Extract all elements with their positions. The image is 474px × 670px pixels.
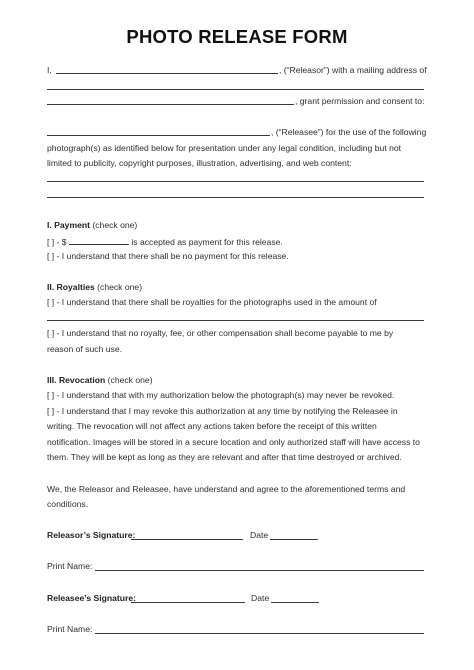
releasor-signature-label [47,530,135,541]
royalties-check-note: (check one) [97,282,143,292]
releasor-signature-label-text: Releasor’s Signature: [47,530,136,540]
revocation-option-2-line-2: writing. The revocation will not affect any actions taken before the receipt of this written [47,421,377,431]
revocation-option-1[interactable]: [ ] - I understand that with my authorization below the photograph(s) may never be revoked. [47,390,395,400]
releasee-signature-label-text: Releasee’s Signature: [47,593,137,603]
agreement-line-1: We, the Releasor and Releasee, have understand and agree to the aforementioned terms and [47,484,406,494]
releasee-date-label: Date [251,593,270,603]
payment-option-1-prefix: [ ] - $ [47,237,67,247]
intro-line-3-suffix: , grant permission and consent to: [295,96,425,106]
revocation-option-2-line-1[interactable]: [ ] - I understand that I may revoke this authorization at any time by notifying the Releasee in [47,406,398,416]
intro-line-4-suffix: , (“Releasee”) for the use of the following [271,127,427,137]
payment-check-note: (check one) [92,220,138,230]
releasor-address-field-2[interactable] [47,104,294,105]
intro-line-1-label: I, [47,65,52,75]
releasor-print-name-field[interactable] [95,570,424,571]
releasee-print-name-label: Print Name: [47,624,93,634]
payment-heading-row [47,220,137,231]
payment-option-1-text: is accepted as payment for this release. [131,237,283,247]
payment-option-2[interactable]: [ ] - I understand that there shall be no payment for this release. [47,251,289,261]
revocation-check-note: (check one) [107,375,153,385]
releasor-date-label: Date [250,530,269,540]
revocation-heading: III. Revocation [47,375,106,385]
photo-description-field-2[interactable] [47,197,424,198]
photo-description-field-1[interactable] [47,181,424,182]
releasor-name-field[interactable] [56,73,278,74]
releasor-print-name-label: Print Name: [47,561,93,571]
intro-line-1-suffix: , (“Releasor”) with a mailing address of [279,65,427,75]
releasee-signature-label [47,593,136,604]
royalties-option-1[interactable]: [ ] - I understand that there shall be royalties for the photographs used in the amount of [47,297,377,307]
royalties-option-2-line-2: reason of such use. [47,344,123,354]
page-title: PHOTO RELEASE FORM [126,26,348,47]
royalties-heading: II. Royalties [47,282,95,292]
royalties-option-2-line-1[interactable]: [ ] - I understand that no royalty, fee, or other compensation shall become payable to me by [47,328,394,338]
releasor-address-field-1[interactable] [47,89,424,90]
agreement-line-2: conditions. [47,499,89,509]
revocation-option-2-line-3: notification. Images will be stored in a secure location and only authorized staff will have access to [47,437,420,447]
intro-line-5: photograph(s) as identified below for presentation under any legal condition, including but not [47,143,402,153]
releasor-signature-field[interactable] [131,539,243,540]
releasee-print-name-field[interactable] [95,633,424,634]
revocation-heading-row [47,375,153,386]
releasee-date-field[interactable] [271,602,319,603]
royalties-heading-row [47,282,142,293]
royalties-amount-field[interactable] [47,320,424,321]
releasee-signature-field[interactable] [131,602,245,603]
payment-heading: I. Payment [47,220,90,230]
intro-line-6: limited to publicity, copyright purposes, illustration, advertising, and web content: [47,158,352,168]
releasor-date-field[interactable] [270,539,318,540]
payment-option-1[interactable] [47,236,283,248]
releasee-name-field[interactable] [47,135,270,136]
payment-amount-field[interactable] [69,236,129,245]
revocation-option-2-line-4: them. They will be kept as long as they are relevant and after that time destroyed or archived. [47,452,402,462]
